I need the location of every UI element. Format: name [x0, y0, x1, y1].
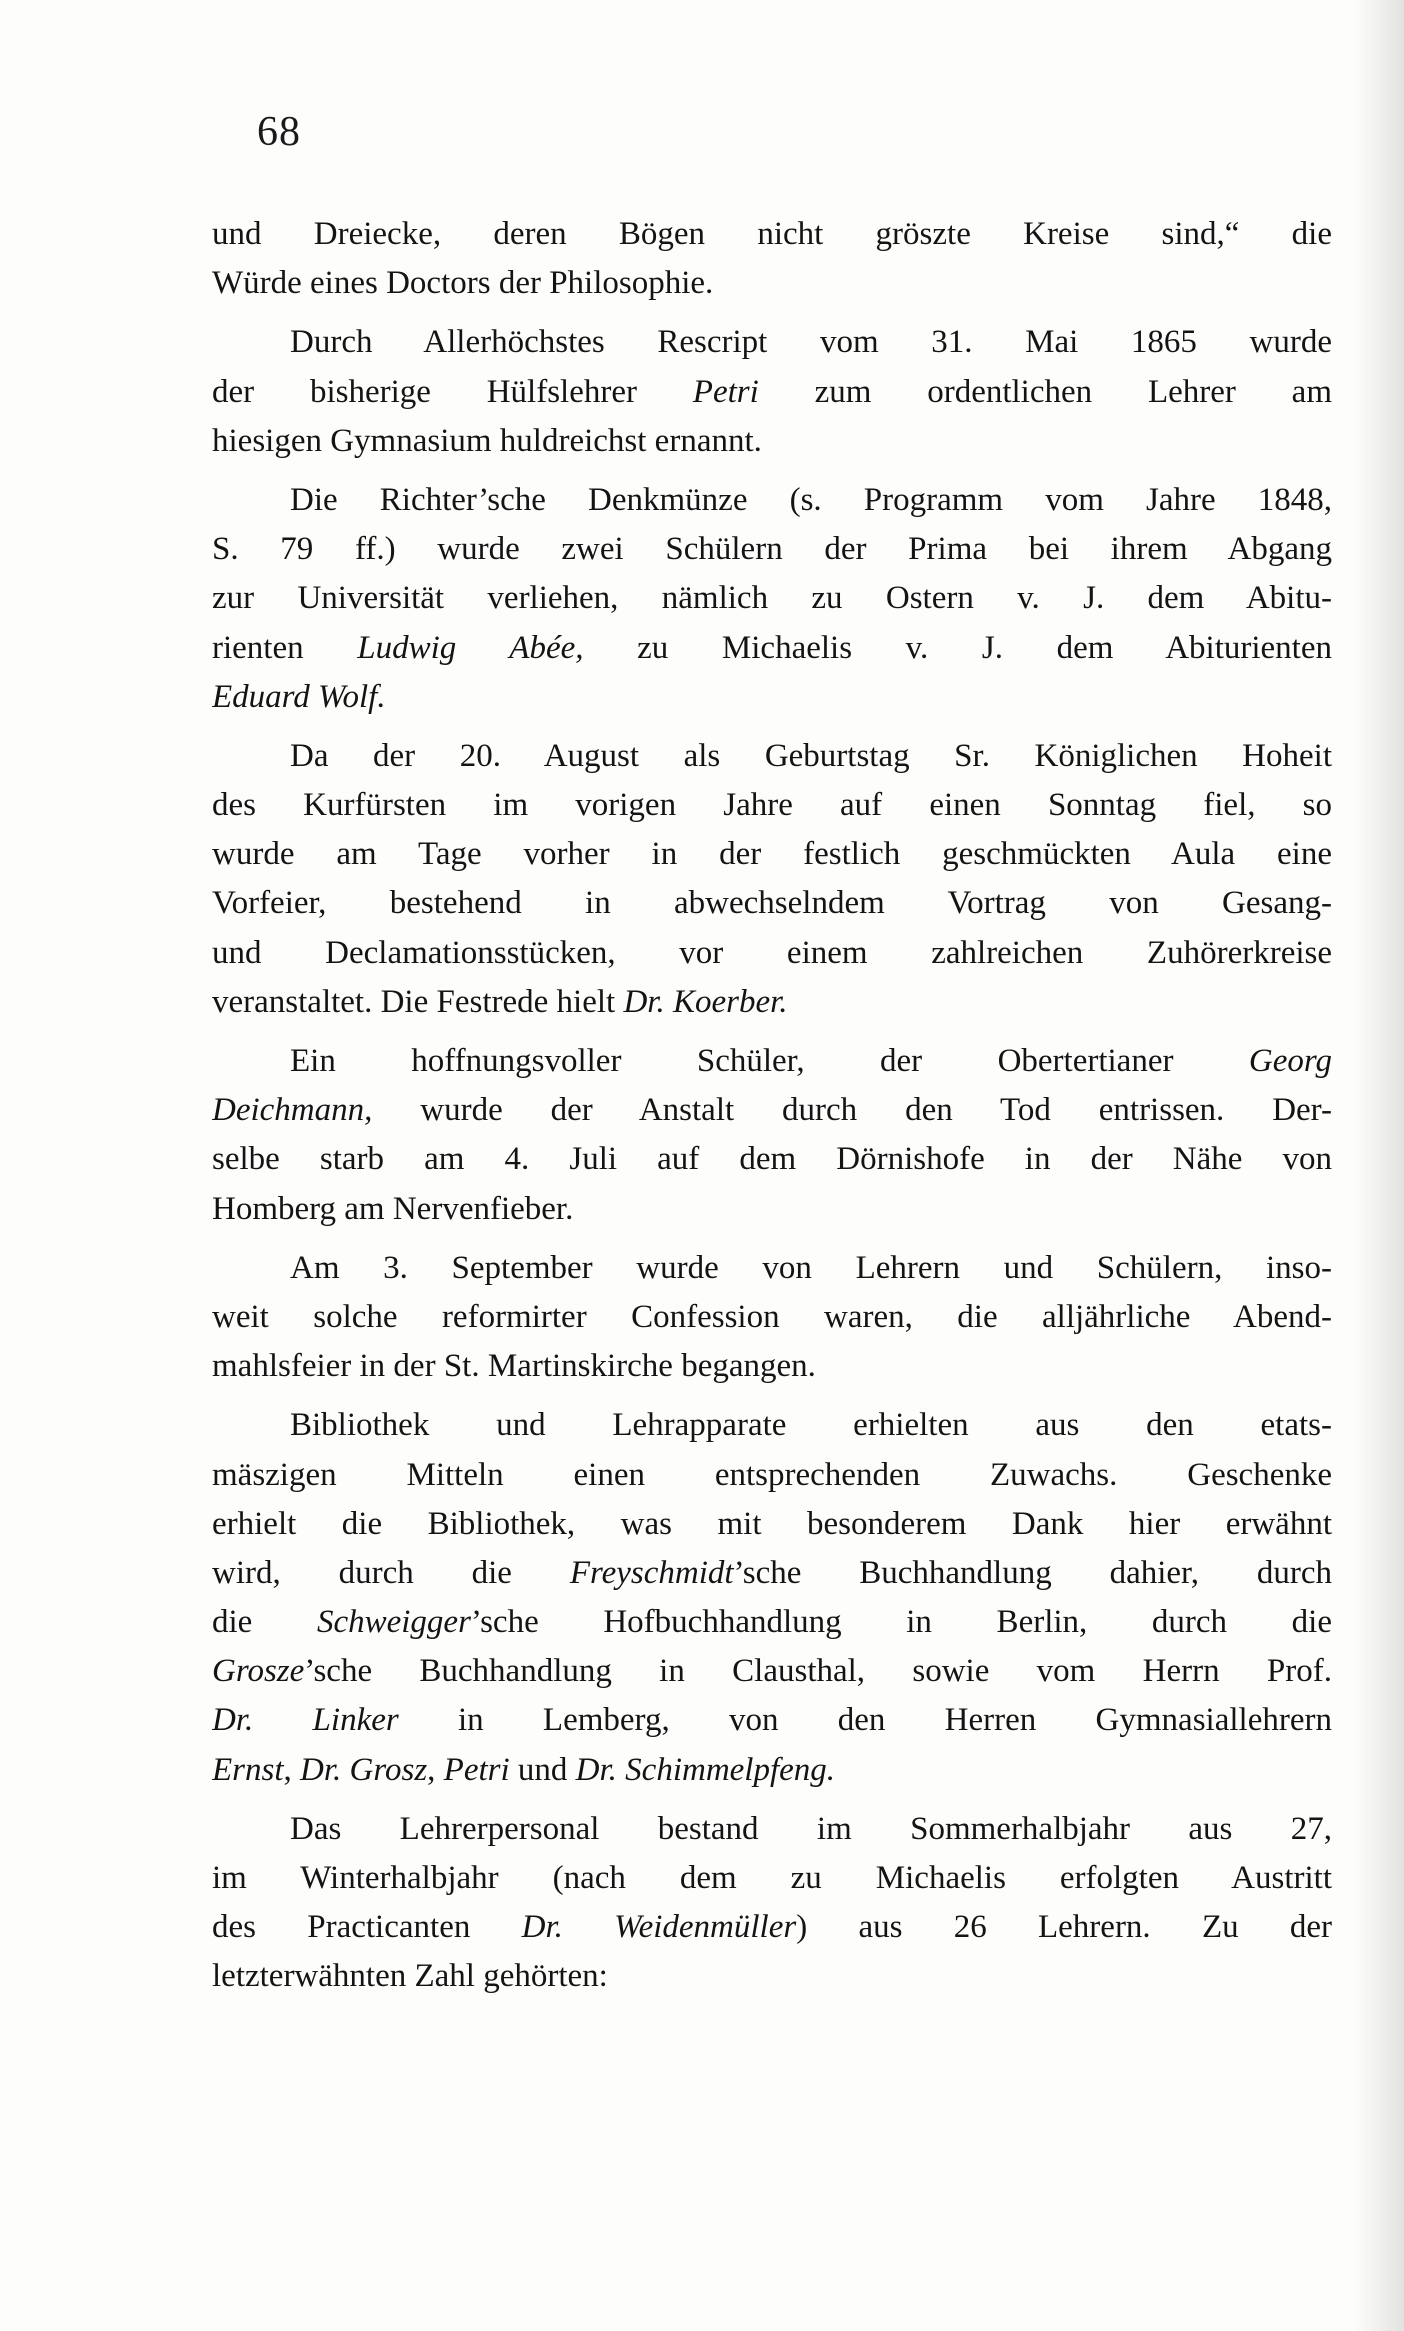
- text-line: [212, 1500, 1332, 1549]
- text-run: zu Michaelis v. J. dem Abiturienten: [583, 629, 1332, 666]
- text-line: [212, 318, 1332, 367]
- text-run: Würde eines Doctors der Philosophie.: [212, 265, 714, 302]
- paragraph: [212, 732, 1332, 1027]
- text-run: veranstaltet. Die Festrede hielt: [212, 983, 624, 1020]
- paragraph-gap: [212, 1391, 1332, 1401]
- italic-name: Petri: [443, 1751, 510, 1788]
- page-number: 68: [257, 109, 301, 155]
- text-run: S. 79 ff.) wurde zwei Schülern der Prima bei ihrem Abgang: [212, 531, 1332, 568]
- text-run: wurde der Anstalt durch den Tod entrissen. Der-: [372, 1092, 1332, 1129]
- text-line: [212, 673, 1332, 722]
- text-run: rienten: [212, 629, 358, 666]
- italic-name: Dr. Schimmelpfeng.: [575, 1751, 836, 1788]
- text-line: [212, 1549, 1332, 1598]
- italic-name: Petri: [692, 373, 759, 410]
- paragraph: [212, 1805, 1332, 2002]
- text-run: die: [212, 1604, 317, 1641]
- paragraph-gap: [212, 466, 1332, 476]
- text-run: mäszigen Mitteln einen entsprechenden Zuwachs. Geschenke: [212, 1456, 1332, 1493]
- text-run: Vorfeier, bestehend in abwechselndem Vortrag von Gesang-: [212, 885, 1332, 922]
- paragraph-gap: [212, 722, 1332, 732]
- text-run: wurde am Tage vorher in der festlich geschmückten Aula eine: [212, 836, 1332, 873]
- text-run: Ein hoffnungsvoller Schüler, der Obertertianer: [290, 1043, 1249, 1079]
- text-line: [212, 417, 1332, 466]
- facing-page-edge: [1354, 0, 1404, 2331]
- paragraph: [212, 1401, 1332, 1795]
- text-run: Die Richter’sche Denkmünze (s. Programm vom Jahre 1848,: [290, 481, 1332, 518]
- italic-name: Dr. Koerber.: [623, 983, 788, 1020]
- text-run: zum ordentlichen Lehrer am: [758, 373, 1332, 410]
- body-text: [212, 210, 1332, 2002]
- text-line: [212, 978, 1332, 1027]
- text-run: und Dreiecke, deren Bögen nicht gröszte Kreise sind,“ die: [212, 216, 1332, 252]
- text-line: [212, 525, 1332, 574]
- paragraph: [212, 1037, 1332, 1234]
- text-run: in Lemberg, von den Herren Gymnasiallehrern: [398, 1702, 1332, 1739]
- text-line: [212, 1746, 1332, 1795]
- text-line: [212, 1135, 1332, 1184]
- italic-name: Eduard Wolf.: [212, 678, 386, 715]
- text-run: Das Lehrerpersonal bestand im Sommerhalbjahr aus 27,: [290, 1810, 1332, 1847]
- text-run: und Declamationsstücken, vor einem zahlreichen Zuhörerkreise: [212, 934, 1332, 971]
- text-run: mahlsfeier in der St. Martinskirche begangen.: [212, 1348, 816, 1385]
- text-run: Bibliothek und Lehrapparate erhielten aus den etats-: [290, 1407, 1332, 1444]
- paragraph-gap: [212, 1027, 1332, 1037]
- italic-name: Dr. Grosz: [300, 1751, 428, 1788]
- text-line: [212, 781, 1332, 830]
- paragraph-gap: [212, 1234, 1332, 1244]
- text-run: weit solche reformirter Confession waren, die alljährliche Abend-: [212, 1298, 1332, 1335]
- text-line: [212, 1185, 1332, 1234]
- text-run: Am 3. September wurde von Lehrern und Schülern, inso-: [290, 1249, 1332, 1286]
- italic-name: Dr. Weidenmüller: [521, 1909, 797, 1946]
- text-run: ’sche Hofbuchhandlung in Berlin, durch die: [470, 1604, 1332, 1641]
- text-line: [212, 1451, 1332, 1500]
- italic-name: Ludwig Abée,: [357, 629, 584, 666]
- text-run: im Winterhalbjahr (nach dem zu Michaelis erfolgten Austritt: [212, 1860, 1332, 1896]
- text-run: erhielt die Bibliothek, was mit besonderem Dank hier erwähnt: [212, 1505, 1332, 1542]
- text-line: [212, 574, 1332, 623]
- paragraph: [212, 1244, 1332, 1392]
- paragraph-gap: [212, 308, 1332, 318]
- paragraph: [212, 210, 1332, 308]
- text-line: [212, 1952, 1332, 2001]
- text-run: selbe starb am 4. Juli auf dem Dörnishofe in der Nähe von: [212, 1141, 1332, 1178]
- text-run: Durch Allerhöchstes Rescript vom 31. Mai 1865 wurde: [290, 324, 1332, 361]
- text-line: [212, 1342, 1332, 1391]
- text-line: [212, 1401, 1332, 1450]
- text-run: hiesigen Gymnasium huldreichst ernannt.: [212, 422, 762, 459]
- paragraph-gap: [212, 1795, 1332, 1805]
- text-line: [212, 1854, 1332, 1903]
- italic-name: Dr. Linker: [212, 1702, 399, 1739]
- italic-name: Deichmann,: [212, 1092, 373, 1129]
- text-line: [212, 368, 1332, 417]
- text-line: [212, 732, 1332, 781]
- text-line: [212, 624, 1332, 673]
- text-line: [212, 879, 1332, 928]
- text-line: [212, 1598, 1332, 1647]
- paragraph: [212, 318, 1332, 466]
- text-line: [212, 1037, 1332, 1086]
- text-run: ) aus 26 Lehrern. Zu der: [796, 1909, 1332, 1946]
- text-run: ,: [283, 1751, 301, 1788]
- text-run: wird, durch die: [212, 1554, 570, 1591]
- italic-name: Schweigger: [316, 1604, 471, 1641]
- text-run: des Practicanten: [212, 1909, 522, 1946]
- text-line: [212, 476, 1332, 525]
- text-run: ,: [427, 1751, 444, 1788]
- text-line: [212, 1293, 1332, 1342]
- text-line: [212, 1903, 1332, 1952]
- italic-name: Grosze: [212, 1653, 305, 1690]
- text-run: und: [509, 1751, 576, 1788]
- text-line: [212, 929, 1332, 978]
- text-line: [212, 259, 1332, 308]
- text-line: [212, 1647, 1332, 1696]
- text-run: des Kurfürsten im vorigen Jahre auf einen Sonntag fiel, so: [212, 787, 1332, 824]
- text-run: der bisherige Hülfslehrer: [212, 373, 693, 410]
- text-line: [212, 210, 1332, 259]
- text-line: [212, 1086, 1332, 1135]
- text-run: Da der 20. August als Geburtstag Sr. Königlichen Hoheit: [290, 737, 1332, 774]
- text-run: Homberg am Nervenfieber.: [212, 1190, 574, 1227]
- paragraph: [212, 476, 1332, 722]
- text-line: [212, 1805, 1332, 1854]
- italic-name: Freyschmidt: [569, 1554, 734, 1591]
- text-line: [212, 1696, 1332, 1745]
- italic-name: Ernst: [212, 1751, 284, 1788]
- text-line: [212, 830, 1332, 879]
- italic-name: Georg: [1248, 1043, 1332, 1079]
- text-run: ’sche Buchhandlung dahier, durch: [733, 1554, 1332, 1591]
- text-line: [212, 1244, 1332, 1293]
- text-run: ’sche Buchhandlung in Clausthal, sowie vom Herrn Prof.: [304, 1653, 1332, 1690]
- text-run: zur Universität verliehen, nämlich zu Ostern v. J. dem Abitu-: [212, 580, 1332, 617]
- text-run: letzterwähnten Zahl gehörten:: [212, 1958, 608, 1995]
